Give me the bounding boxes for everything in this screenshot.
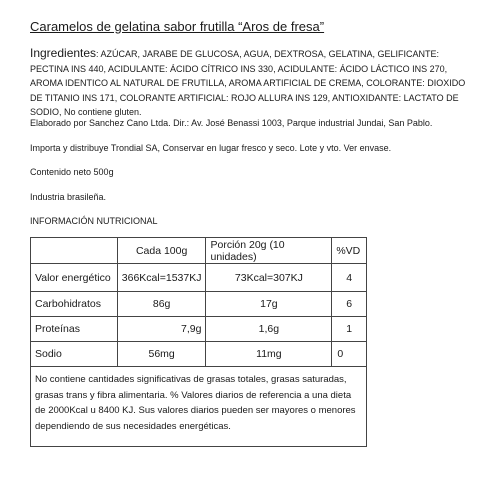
- header-portion: Porción 20g (10 unidades): [206, 238, 332, 264]
- table-header-row: [31, 238, 367, 264]
- row-name: Valor energético: [31, 264, 118, 292]
- nutrition-heading: INFORMACIÓN NUTRICIONAL: [30, 216, 158, 226]
- table-row: [31, 264, 367, 292]
- row-name: Carbohidratos: [31, 292, 118, 317]
- nutrition-footnote: No contiene cantidades significativas de grasas totales, grasas saturadas, grasas trans y fibra alimentaria. % Valores diarios de referencia a una dieta de 2000Kcal u 8400 KJ. Sus valores diarios pueden ser mayores o menores dependiendo de sus necesidades energéticas.: [31, 367, 367, 447]
- table-row: [31, 342, 367, 367]
- row-name: Sodio: [31, 342, 118, 367]
- origin-note: Industria brasileña.: [30, 192, 107, 202]
- row-vd: 1: [332, 317, 367, 342]
- row-portion: 1,6g: [206, 317, 332, 342]
- table-row: [31, 317, 367, 342]
- ingredients-text: : AZÚCAR, JARABE DE GLUCOSA, AGUA, DEXTROSA, GELATINA, GELIFICANTE: PECTINA INS 440, ACIDULANTE: ÁCIDO CÍTRICO INS 330, ACIDULANTE: ÁCIDO LÁCTICO INS 270, AROMA IDENTICO AL NATURAL DE FRUTILLA, AROMA ARTIFICIAL DE CREMA, COLORANTE: DIOXIDO DE TITANIO INS 171, COLORANTE ARTIFICIAL: ROJO ALLURA INS 129, ANTIOXIDANTE: LACTATO DE SODIO, No contiene gluten.: [30, 49, 466, 117]
- ingredients-label: Ingredientes: [30, 46, 97, 60]
- importer-note: Importa y distribuye Trondial SA, Conservar en lugar fresco y seco. Lote y vto. Ver envase.: [30, 143, 392, 153]
- manufacturer-note: Elaborado por Sanchez Cano Ltda. Dir.: Av. José Benassi 1003, Parque industrial Jundai, San Pablo.: [30, 118, 433, 128]
- row-portion: 73Kcal=307KJ: [206, 264, 332, 292]
- header-vd: %VD: [332, 238, 367, 264]
- table-header-empty: [31, 238, 118, 264]
- table-row: [31, 292, 367, 317]
- row-per100: 56mg: [117, 342, 206, 367]
- row-per100: 86g: [117, 292, 206, 317]
- row-name: Proteínas: [31, 317, 118, 342]
- row-per100: 366Kcal=1537KJ: [117, 264, 206, 292]
- row-vd: 6: [332, 292, 367, 317]
- row-per100: [117, 317, 206, 342]
- row-per100-b: 7,9g: [181, 323, 202, 335]
- product-title: Caramelos de gelatina sabor frutilla “Aros de fresa”: [30, 19, 325, 34]
- row-portion: 17g: [206, 292, 332, 317]
- ingredients-paragraph: [30, 46, 475, 120]
- table-footnote-row: [31, 367, 367, 447]
- header-per-100g: Cada 100g: [117, 238, 206, 264]
- net-content: Contenido neto 500g: [30, 167, 114, 177]
- row-portion: 11mg: [206, 342, 332, 367]
- row-vd: 0: [332, 342, 367, 367]
- nutrition-table: [30, 237, 367, 447]
- row-vd: 4: [332, 264, 367, 292]
